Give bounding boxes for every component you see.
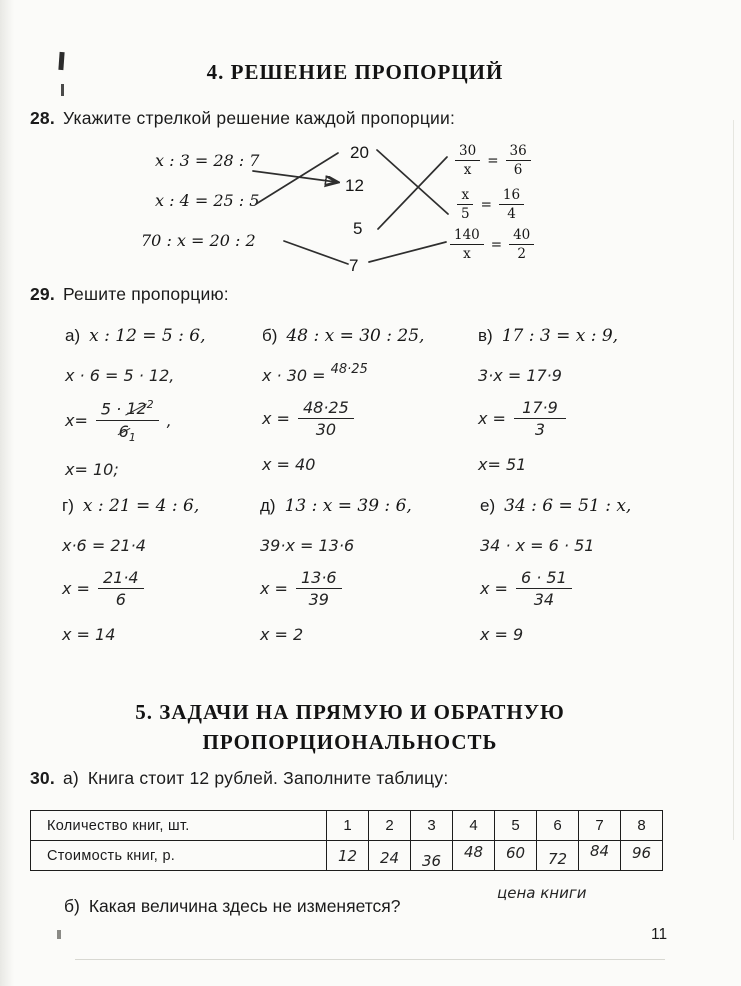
denominator: x [463,246,471,263]
numerator-head: 5 · [100,399,127,419]
fraction-proportion-3 [450,227,534,262]
problem-29-heading [30,284,229,305]
part-a-label: а) [62,768,79,788]
table-cell [369,841,411,871]
pen-line [256,153,338,204]
problem-29-prompt: Решите пропорцию: [62,284,229,304]
handwritten-value: 84 [589,841,610,860]
table-cell: 1 [327,811,369,841]
fraction-proportion-2 [457,187,524,222]
frac-pre: x = [260,579,288,599]
proportion-equation-3: 70 : x = 20 : 2 [141,231,256,250]
part-b-text: Какая величина здесь не изменяется? [88,896,401,916]
page-number: 11 [651,926,668,943]
fraction [455,143,480,178]
part-equation: 13 : x = 39 : 6, [284,496,412,516]
part-equation: x : 21 = 4 : 6, [82,496,200,516]
problem-29-part-a [65,326,260,492]
handwritten-answer: цена книги [497,884,587,902]
section-5-title-line1: 5. ЗАДАЧИ НА ПРЯМУЮ И ОБРАТНУЮ [135,700,565,724]
frac-pre: x = [480,579,508,599]
part-equation-line [478,326,693,346]
frac-post: , [166,411,172,431]
proportion-equation-2: x : 4 = 25 : 5 [155,191,260,210]
part-equation-line [260,496,472,516]
fraction [298,398,354,439]
table-cell [579,841,621,871]
numerator: 21·4 [98,568,144,589]
work-line-1: x·6 = 21·4 [62,536,146,555]
work-fraction-line [478,398,693,439]
part-equation: x : 12 = 5 : 6, [89,326,206,346]
fraction [450,227,484,262]
table-cell [621,841,663,871]
pen-line [378,157,447,229]
handwritten-value: 96 [631,843,652,862]
work-line-1: x · 6 = 5 · 12, [65,366,175,385]
table-cell: 6 [537,811,579,841]
numerator: 17·9 [514,398,566,419]
part-equation-line [262,326,474,346]
table-cell [495,841,537,871]
problem-29-part-d [260,496,472,657]
cancel-result-sup: 2 [146,398,154,411]
answer-option-20: 20 [350,143,369,162]
scan-artifact-line [733,120,734,840]
frac-pre: x = [62,579,90,599]
table-cell: 2 [369,811,411,841]
frac-pre: x = [478,409,506,429]
book-price-table [30,810,663,871]
work-result: x = 14 [62,625,116,645]
raised-product: 48·25 [330,362,368,377]
part-label: е) [480,496,496,515]
handwritten-value: 60 [505,843,526,862]
work-result: x = 2 [260,625,304,645]
pen-line [284,241,348,264]
numerator: 40 [509,227,534,245]
denominator: 6 [513,162,523,179]
work-line-1 [262,362,474,386]
pen-line [253,171,336,182]
work-line-1: 3·x = 17·9 [478,366,562,385]
table-cell [453,841,495,871]
table-cell: 3 [411,811,453,841]
work-result: x = 40 [262,455,316,475]
numerator [96,398,159,421]
handwritten-value: 24 [379,848,400,867]
problem-28-number: 28. [30,108,55,128]
fraction [514,398,566,439]
problem-30-heading [30,768,448,789]
part-equation: 34 : 6 = 51 : x, [504,496,632,516]
problem-30-number: 30. [30,768,55,788]
fraction [296,568,342,609]
denominator: 30 [315,420,337,440]
part-equation-line [65,326,260,346]
answer-option-7: 7 [349,256,359,275]
problem-29-part-e [480,496,705,657]
answer-option-12: 12 [345,176,364,195]
scan-edge-shadow [0,0,14,986]
problem-28-heading [30,108,455,129]
work-line-1: 34 · x = 6 · 51 [480,536,595,555]
table-cell [411,841,453,871]
part-equation-line [62,496,257,516]
scan-artifact [57,930,61,939]
table-cell [327,841,369,871]
numerator: 30 [455,143,480,161]
fraction-proportion-1 [455,143,531,178]
answer-option-5: 5 [353,219,363,238]
work-fraction-line [65,398,260,444]
problem-30-part-b [64,896,401,917]
frac-pre: x = [262,409,290,429]
row-label: Стоимость книг, р. [31,841,327,871]
fraction [506,143,531,178]
scan-artifact-line [75,959,665,960]
problem-29-part-g [62,496,257,657]
part-equation-line [480,496,705,516]
numerator: 6 · 51 [516,568,572,589]
part-equation: 48 : x = 30 : 25, [286,326,425,346]
work-fraction-line [62,568,257,609]
part-a-text: Книга стоит 12 рублей. Заполните таблицу: [87,768,449,788]
numerator: 13·6 [296,568,342,589]
denominator: 4 [507,206,516,223]
handwritten-value: 48 [463,842,484,861]
numerator: 48·25 [298,398,354,419]
fraction [457,187,474,222]
numerator: 16 [499,187,524,205]
part-equation: 17 : 3 = x : 9, [501,326,619,346]
part-label: в) [478,326,493,345]
fraction [499,187,524,222]
table-cell: 7 [579,811,621,841]
work-result: x= 10; [65,459,119,479]
denominator [115,421,140,444]
work-fraction-line [262,398,474,439]
denominator: 39 [308,590,329,610]
table-cell [537,841,579,871]
numerator: 36 [506,143,531,161]
equals-sign: = [487,152,499,169]
frac-pre: x= [65,411,88,431]
proportion-equation-1: x : 3 = 28 : 7 [155,151,260,170]
denominator: 6 [115,590,126,610]
problem-29-number: 29. [30,284,55,304]
part-label: а) [65,326,81,345]
equals-sign: = [490,236,503,253]
part-label: д) [260,496,276,515]
row-label: Количество книг, шт. [31,811,327,841]
problem-29-part-v [478,326,693,487]
fraction [96,398,159,444]
work-text: x · 30 = [262,366,326,385]
numerator: 140 [450,227,484,245]
fraction [516,568,572,609]
work-line-1: 39·x = 13·6 [260,536,355,555]
handwritten-value: 36 [421,851,442,870]
work-fraction-line [480,568,705,609]
denominator: 34 [533,590,555,610]
table-cell: 4 [453,811,495,841]
part-b-label: б) [64,896,80,916]
numerator: x [457,187,473,205]
table-row-quantity [31,811,663,841]
work-result: x= 51 [478,455,527,475]
table-cell: 5 [495,811,537,841]
denominator: 5 [461,206,470,223]
equals-sign: = [480,196,492,213]
fraction [98,568,144,609]
handwritten-value: 72 [547,849,568,868]
scan-artifact [61,84,64,96]
cancelled-value: 12 [126,399,147,419]
cancel-result-sub: 1 [128,430,136,444]
pen-line [369,242,446,262]
handwritten-value: 12 [337,846,358,865]
section-5-title-line2: ПРОПОРЦИОНАЛЬНОСТЬ [202,730,498,754]
problem-28-prompt: Укажите стрелкой решение каждой пропорции: [62,108,456,128]
fraction [509,227,534,262]
work-fraction-line [260,568,472,609]
denominator: 3 [534,420,546,440]
cancelled-value: 6 [118,421,129,441]
part-label: б) [262,326,278,345]
work-result: x = 9 [480,625,524,645]
problem-29-part-b [262,326,474,487]
table-cell: 8 [621,811,663,841]
pen-line [377,150,448,214]
part-label: г) [62,496,74,515]
denominator: x [463,162,472,179]
section-4-title: 4. РЕШЕНИЕ ПРОПОРЦИЙ [206,60,504,84]
table-row-cost [31,841,663,871]
denominator: 2 [517,246,526,263]
